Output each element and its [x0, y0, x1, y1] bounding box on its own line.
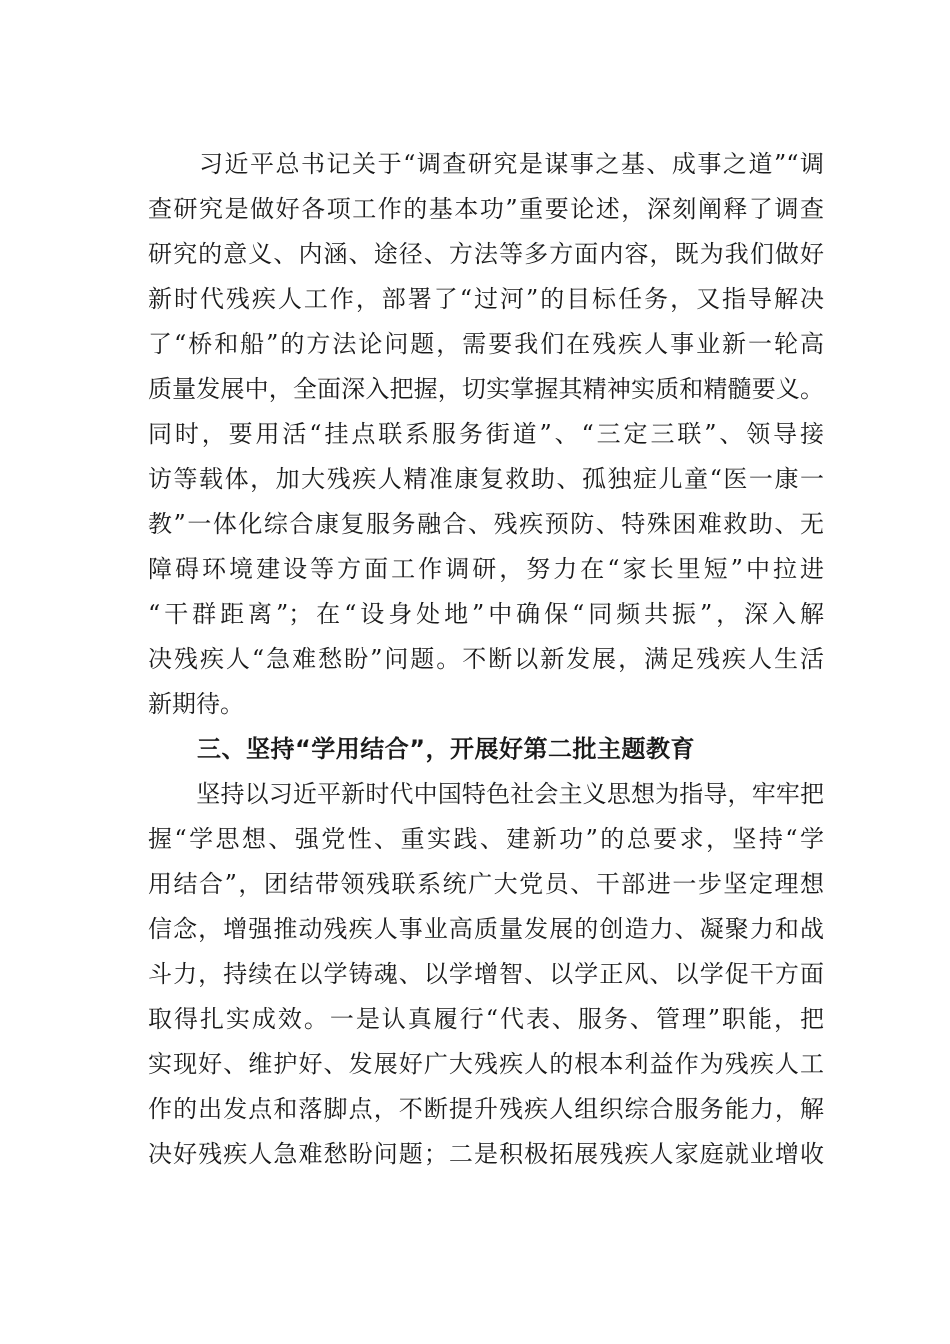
- document-body: [148, 142, 824, 1177]
- paragraph-line: 同时，要用活“挂点联系服务街道”、“三定三联”、领导接: [148, 420, 824, 448]
- paragraph-theme-education: [148, 772, 824, 1177]
- paragraph-line: 作的出发点和落脚点，不断提升残疾人组织综合服务能力，解: [148, 1095, 824, 1123]
- paragraph-line: 了“桥和船”的方法论问题，需要我们在残疾人事业新一轮高: [148, 330, 824, 358]
- paragraph-line: 坚持以习近平新时代中国特色社会主义思想为指导，牢牢把: [148, 780, 824, 808]
- paragraph-line: 质量发展中，全面深入把握，切实掌握其精神实质和精髓要义。: [148, 375, 824, 403]
- paragraph-line: 决好残疾人急难愁盼问题；二是积极拓展残疾人家庭就业增收: [148, 1140, 824, 1168]
- paragraph-line: 取得扎实成效。一是认真履行“代表、服务、管理”职能，把: [148, 1005, 824, 1033]
- paragraph-line: 用结合”，团结带领残联系统广大党员、干部进一步坚定理想: [148, 870, 824, 898]
- paragraph-line: 斗力，持续在以学铸魂、以学增智、以学正风、以学促干方面: [148, 960, 824, 988]
- paragraph-line: 访等载体，加大残疾人精准康复救助、孤独症儿童“医一康一: [148, 465, 824, 493]
- section-heading: 三、坚持“学用结合”，开展好第二批主题教育: [148, 735, 696, 763]
- paragraph-line: 信念，增强推动残疾人事业高质量发展的创造力、凝聚力和战: [148, 915, 824, 943]
- paragraph-line: 教”一体化综合康复服务融合、残疾预防、特殊困难救助、无: [148, 510, 824, 538]
- paragraph-line: 决残疾人“急难愁盼”问题。不断以新发展，满足残疾人生活: [148, 645, 824, 673]
- paragraph-line: 新期待。: [148, 690, 244, 718]
- paragraph-line: 研究的意义、内涵、途径、方法等多方面内容，既为我们做好: [148, 240, 824, 268]
- paragraph-line: “干群距离”；在“设身处地”中确保“同频共振”，深入解: [148, 600, 824, 628]
- paragraph-investigation-research: [148, 142, 824, 727]
- paragraph-line: 新时代残疾人工作，部署了“过河”的目标任务，又指导解决: [148, 285, 824, 313]
- paragraph-line: 实现好、维护好、发展好广大残疾人的根本利益作为残疾人工: [148, 1050, 824, 1078]
- paragraph-line: 障碍环境建设等方面工作调研，努力在“家长里短”中拉进: [148, 555, 824, 583]
- paragraph-line: 握“学思想、强党性、重实践、建新功”的总要求，坚持“学: [148, 825, 824, 853]
- paragraph-line: 习近平总书记关于“调查研究是谋事之基、成事之道”“调: [148, 150, 824, 178]
- paragraph-line: 查研究是做好各项工作的基本功”重要论述，深刻阐释了调查: [148, 195, 824, 223]
